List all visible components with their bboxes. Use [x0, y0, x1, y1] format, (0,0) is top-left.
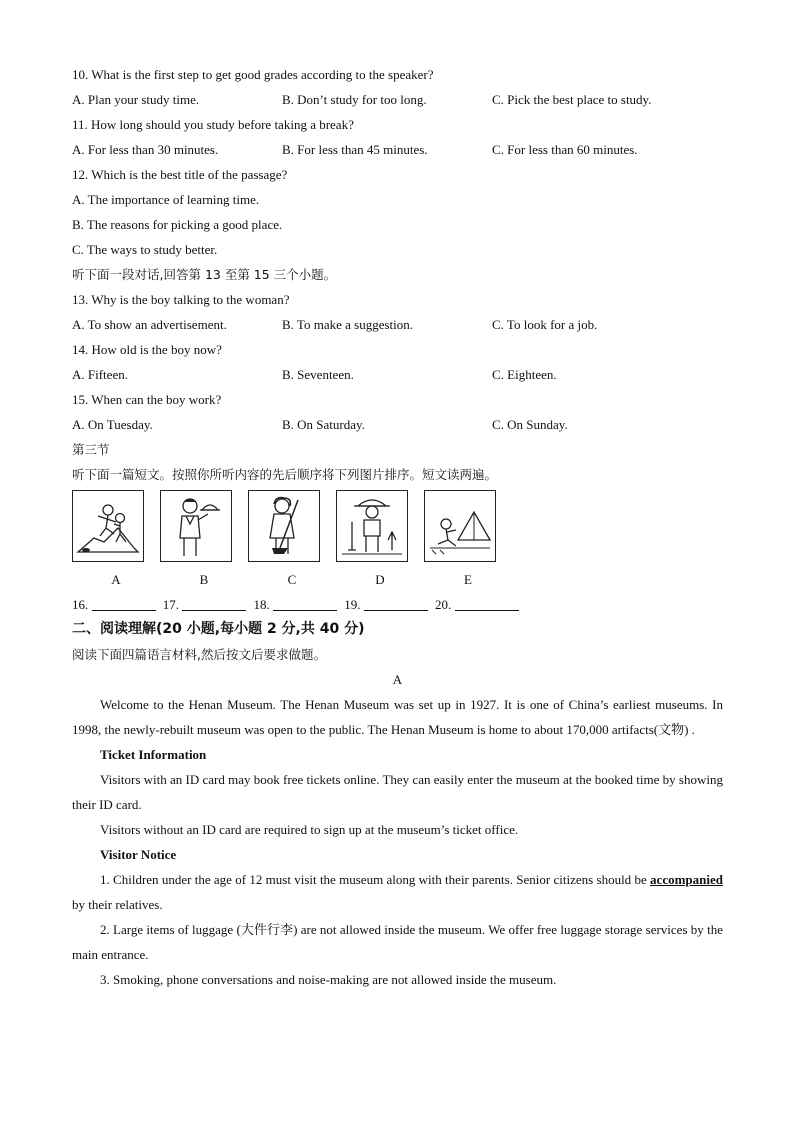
option-14-c: C. Eighteen. [492, 367, 557, 382]
question-10: 10. What is the first step to get good grades according to the speaker? [72, 67, 434, 82]
picture-letter: C [287, 572, 297, 587]
options-11 [72, 137, 723, 162]
ticket-paragraph-2: Visitors without an ID card are required to sign up at the museum’s ticket office. [100, 822, 519, 837]
picture-row [72, 490, 723, 568]
camping-icon [426, 492, 494, 560]
option-10-c: C. Pick the best place to study. [492, 92, 652, 107]
picture-e-camping [424, 490, 496, 562]
option-12-b: B. The reasons for picking a good place. [72, 217, 283, 232]
notice-item-3: 3. Smoking, phone conversations and noise-making are not allowed inside the museum. [100, 972, 557, 987]
waiter-icon [162, 492, 230, 560]
picture-letter: E [464, 572, 472, 587]
option-10-b: B. Don’t study for too long. [282, 92, 427, 107]
picture-letters [72, 568, 723, 592]
question-12: 12. Which is the best title of the passage? [72, 167, 288, 182]
option-14-a: A. Fifteen. [72, 367, 128, 382]
picture-b-waiter [160, 490, 232, 562]
option-15-b: B. On Saturday. [282, 417, 365, 432]
ticket-paragraph-1: Visitors with an ID card may book free tickets online. They can easily enter the museum at the booked time by showing their ID card. [72, 772, 723, 812]
picture-letter: D [375, 572, 385, 587]
options-15 [72, 412, 723, 437]
answer-blank-17[interactable] [182, 596, 246, 611]
notice-1-end: by their relatives. [72, 897, 163, 912]
sweeping-icon [250, 492, 318, 560]
underlined-word: accompanied [650, 872, 723, 887]
reading-instruction: 阅读下面四篇语言材料,然后按文后要求做题。 [72, 647, 326, 662]
option-12-a: A. The importance of learning time. [72, 192, 260, 207]
option-13-c: C. To look for a job. [492, 317, 598, 332]
option-11-a: A. For less than 30 minutes. [72, 142, 219, 157]
question-14: 14. How old is the boy now? [72, 342, 222, 357]
climbing-icon [74, 492, 142, 560]
answer-blanks [72, 592, 723, 617]
option-14-b: B. Seventeen. [282, 367, 354, 382]
picture-letter: A [111, 572, 121, 587]
options-10 [72, 87, 723, 112]
option-11-c: C. For less than 60 minutes. [492, 142, 638, 157]
option-15-a: A. On Tuesday. [72, 417, 153, 432]
question-15: 15. When can the boy work? [72, 392, 222, 407]
option-10-a: A. Plan your study time. [72, 92, 200, 107]
notice-heading: Visitor Notice [100, 847, 177, 862]
question-13: 13. Why is the boy talking to the woman? [72, 292, 290, 307]
ticket-heading: Ticket Information [100, 747, 207, 762]
option-11-b: B. For less than 45 minutes. [282, 142, 428, 157]
picture-letter: B [199, 572, 209, 587]
picture-c-sweeping [248, 490, 320, 562]
answer-blank-19[interactable] [364, 596, 428, 611]
options-13 [72, 312, 723, 337]
notice-item-2: 2. Large items of luggage (大件行李) are not allowed inside the museum. We offer free luggage storage services by the main entrance. [72, 922, 723, 962]
answer-blank-18[interactable] [273, 596, 337, 611]
exam-page [72, 62, 723, 992]
option-12-c: C. The ways to study better. [72, 242, 218, 257]
question-11: 11. How long should you study before taking a break? [72, 117, 354, 132]
section3-instruction: 听下面一篇短文。按照你所听内容的先后顺序将下列图片排序。短文读两遍。 [72, 467, 498, 482]
answer-blank-16[interactable] [92, 596, 156, 611]
options-14 [72, 362, 723, 387]
dialog-instruction: 听下面一段对话,回答第 13 至第 15 三个小题。 [72, 267, 337, 282]
planting-icon [338, 492, 406, 560]
reading-heading: 二、阅读理解(20 小题,每小题 2 分,共 40 分) [72, 621, 365, 637]
option-15-c: C. On Sunday. [492, 417, 568, 432]
blank-label: 16. [72, 597, 89, 612]
blank-label: 20. [435, 597, 452, 612]
picture-d-planting [336, 490, 408, 562]
blank-label: 17. [162, 597, 179, 612]
passage-label: A [392, 672, 403, 687]
notice-item-1 [72, 867, 723, 917]
blank-label: 18. [253, 597, 270, 612]
blank-label: 19. [344, 597, 361, 612]
section3-title: 第三节 [72, 442, 110, 457]
option-13-b: B. To make a suggestion. [282, 317, 414, 332]
notice-1-text: 1. Children under the age of 12 must visit the museum along with their parents. Senior citizens should be [100, 872, 651, 887]
option-13-a: A. To show an advertisement. [72, 317, 227, 332]
picture-a-climbing [72, 490, 144, 562]
passage-intro: Welcome to the Henan Museum. The Henan Museum was set up in 1927. It is one of China’s earliest museums. In 1998, the newly-rebuilt museum was open to the public. The Henan Museum is home to about 170,000 artifacts(文物) . [72, 697, 723, 737]
answer-blank-20[interactable] [455, 596, 519, 611]
